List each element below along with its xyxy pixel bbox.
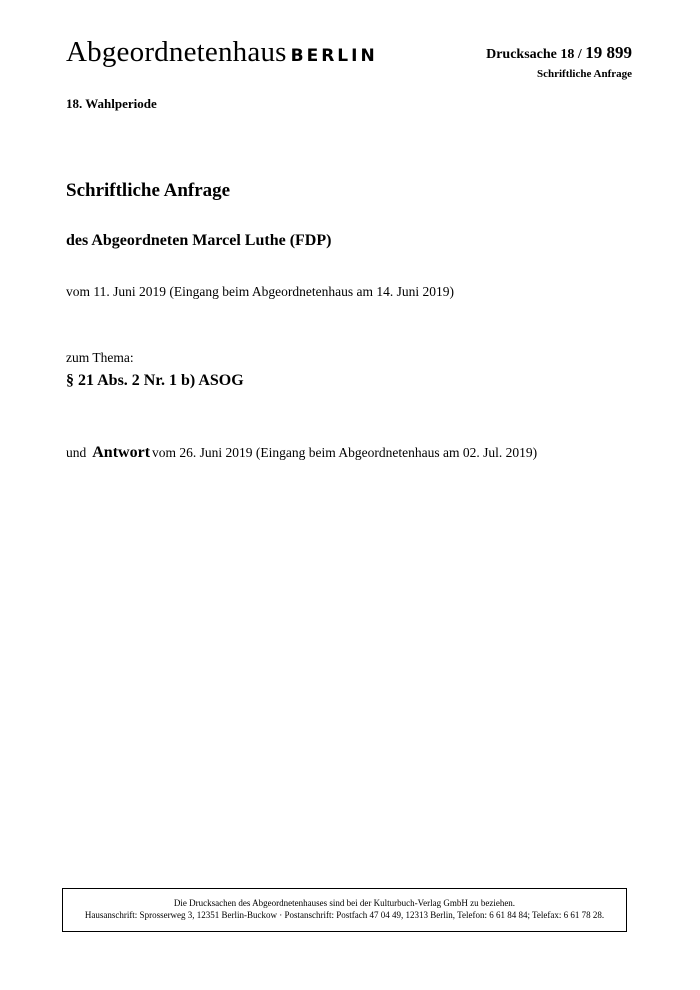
document-number-block: [486, 44, 632, 80]
footer-box: [62, 888, 627, 932]
document-number-line: [486, 44, 632, 62]
logo-city-text: BERLIN: [290, 46, 378, 66]
document-number-prefix: Drucksache 18 /: [486, 47, 582, 62]
answer-date: vom 26. Juni 2019 (Eingang beim Abgeordnetenhaus am 02. Jul. 2019): [152, 445, 538, 460]
logo-main-text: Abgeordnetenhaus: [66, 36, 287, 68]
topic: § 21 Abs. 2 Nr. 1 b) ASOG: [66, 372, 244, 389]
document-title: Schriftliche Anfrage: [66, 180, 231, 201]
author-line: des Abgeordneten Marcel Luthe (FDP): [66, 232, 332, 249]
answer-word: Antwort: [92, 444, 151, 461]
footer-line-2: Hausanschrift: Sprosserweg 3, 12351 Berlin-Buckow · Postanschrift: Postfach 47 04 49, 12313 Berlin, Telefon: 6 61 84 84; Telefax: 6 61 78 28.: [84, 910, 605, 920]
logo: [66, 38, 378, 67]
topic-label: zum Thema:: [66, 350, 134, 365]
date-line: vom 11. Juni 2019 (Eingang beim Abgeordnetenhaus am 14. Juni 2019): [66, 284, 454, 299]
document-type: Schriftliche Anfrage: [536, 68, 632, 80]
legislative-period: 18. Wahlperiode: [66, 96, 157, 111]
document-number: 19 899: [585, 43, 632, 62]
answer-prefix: und: [66, 445, 87, 460]
footer-line-1: Die Drucksachen des Abgeordnetenhauses sind bei der Kulturbuch-Verlag GmbH zu beziehen.: [173, 898, 516, 908]
answer-line: [66, 444, 537, 462]
